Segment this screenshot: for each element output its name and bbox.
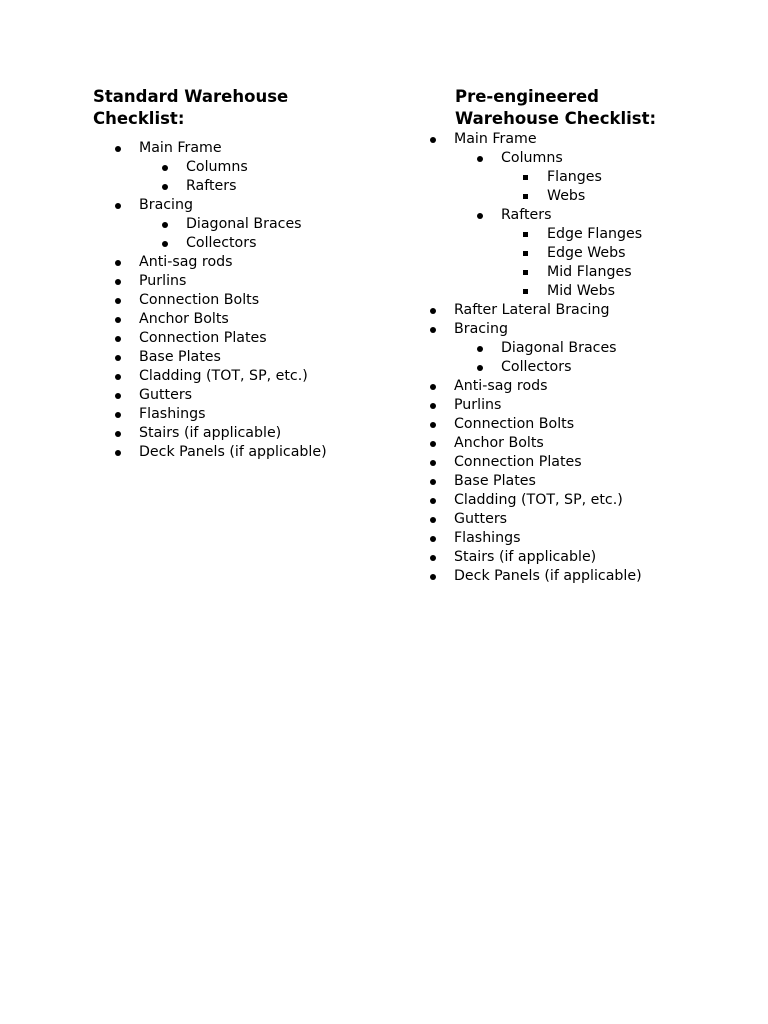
checklist-item [429, 320, 749, 339]
checklist-item-label: Cladding (TOT, SP, etc.) [454, 492, 623, 508]
checklist-item-label: Purlins [139, 273, 187, 289]
checklist-item [429, 263, 749, 282]
checklist-item [429, 339, 749, 358]
checklist-item-label: Columns [501, 150, 563, 166]
checklist-item [93, 139, 393, 158]
checklist-item [429, 491, 749, 510]
checklist-item [429, 415, 749, 434]
checklist-item [93, 386, 393, 405]
checklist-item [93, 196, 393, 215]
checklist-item [429, 434, 749, 453]
checklist-item [429, 282, 749, 301]
checklist-item-label: Flashings [454, 530, 521, 546]
heading-line: Standard Warehouse [93, 87, 289, 106]
standard-checklist-list [93, 139, 393, 462]
checklist-item-label: Gutters [139, 387, 193, 403]
checklist-item-label: Connection Bolts [139, 292, 260, 308]
checklist-item [93, 443, 393, 462]
checklist-item-label: Rafter Lateral Bracing [454, 302, 610, 318]
checklist-item-label: Mid Flanges [547, 264, 632, 280]
checklist-item [429, 206, 749, 225]
checklist-item [429, 358, 749, 377]
checklist-item-label: Stairs (if applicable) [454, 549, 597, 565]
checklist-item-label: Cladding (TOT, SP, etc.) [139, 368, 308, 384]
checklist-item [93, 329, 393, 348]
checklist-item-label: Anchor Bolts [139, 311, 229, 327]
checklist-item [429, 168, 749, 187]
standard-checklist-heading [93, 86, 393, 130]
checklist-item-label: Diagonal Braces [501, 340, 617, 356]
checklist-item [93, 405, 393, 424]
checklist-item [93, 253, 393, 272]
checklist-item-label: Mid Webs [547, 283, 616, 299]
checklist-item [93, 272, 393, 291]
checklist-item-label: Bracing [139, 197, 193, 213]
checklist-item-label: Anti-sag rods [454, 378, 548, 394]
heading-line: Warehouse Checklist: [455, 109, 657, 128]
checklist-item [429, 301, 749, 320]
checklist-item [429, 472, 749, 491]
checklist-item [429, 225, 749, 244]
checklist-item [429, 130, 749, 149]
standard-warehouse-checklist [93, 86, 393, 462]
checklist-item-label: Edge Webs [547, 245, 626, 261]
checklist-item-label: Columns [186, 159, 248, 175]
checklist-item [93, 234, 393, 253]
checklist-item-label: Anti-sag rods [139, 254, 233, 270]
checklist-item-label: Bracing [454, 321, 508, 337]
checklist-item-label: Flanges [547, 169, 602, 185]
checklist-item [429, 529, 749, 548]
checklist-item-label: Base Plates [454, 473, 536, 489]
checklist-item [429, 377, 749, 396]
checklist-item-label: Webs [547, 188, 586, 204]
checklist-item [93, 291, 393, 310]
checklist-item-label: Purlins [454, 397, 502, 413]
pre-engineered-warehouse-checklist [429, 86, 749, 586]
checklist-item-label: Connection Plates [454, 454, 582, 470]
checklist-item-label: Edge Flanges [547, 226, 643, 242]
checklist-item-label: Anchor Bolts [454, 435, 544, 451]
checklist-item-label: Base Plates [139, 349, 221, 365]
checklist-item [429, 510, 749, 529]
checklist-item-label: Connection Plates [139, 330, 267, 346]
checklist-item-label: Rafters [501, 207, 552, 223]
checklist-item [429, 187, 749, 206]
pre-engineered-checklist-list [429, 130, 749, 586]
checklist-item [429, 453, 749, 472]
checklist-item-label: Flashings [139, 406, 206, 422]
checklist-item [429, 548, 749, 567]
checklist-item [93, 310, 393, 329]
checklist-item [93, 177, 393, 196]
checklist-item-label: Diagonal Braces [186, 216, 302, 232]
checklist-item [429, 567, 749, 586]
checklist-item [93, 348, 393, 367]
checklist-item [93, 424, 393, 443]
checklist-item-label: Rafters [186, 178, 237, 194]
checklist-item [93, 158, 393, 177]
checklist-item [93, 367, 393, 386]
checklist-item-label: Connection Bolts [454, 416, 575, 432]
checklist-item [429, 149, 749, 168]
checklist-item [93, 215, 393, 234]
checklist-item-label: Main Frame [139, 140, 222, 156]
heading-line: Pre-engineered [455, 87, 599, 106]
pre-engineered-checklist-heading [455, 86, 749, 130]
checklist-item [429, 396, 749, 415]
checklist-item-label: Main Frame [454, 131, 537, 147]
checklist-item-label: Deck Panels (if applicable) [139, 444, 327, 460]
checklist-item [429, 244, 749, 263]
checklist-item-label: Gutters [454, 511, 508, 527]
checklist-item-label: Deck Panels (if applicable) [454, 568, 642, 584]
checklist-item-label: Stairs (if applicable) [139, 425, 282, 441]
checklist-item-label: Collectors [186, 235, 257, 251]
checklist-item-label: Collectors [501, 359, 572, 375]
heading-line: Checklist: [93, 109, 185, 128]
